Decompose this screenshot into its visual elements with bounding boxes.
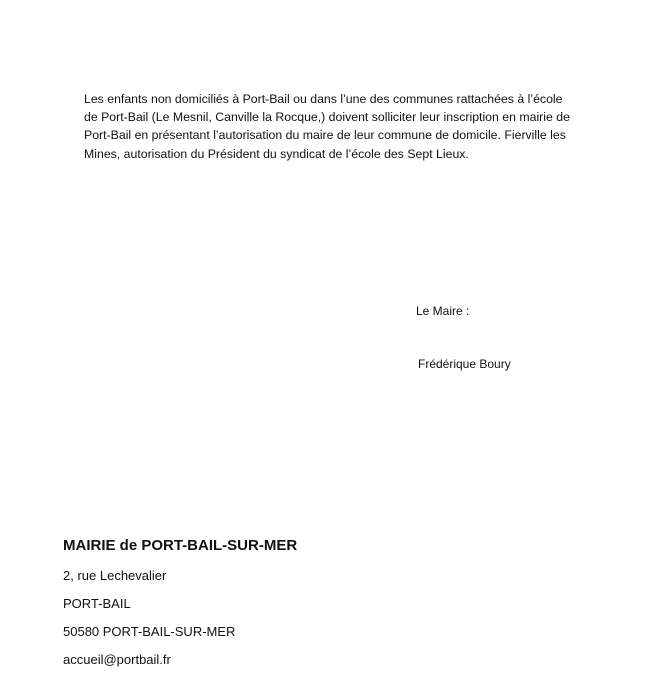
footer-email: accueil@portbail.fr xyxy=(63,652,171,667)
footer-address-postcode: 50580 PORT-BAIL-SUR-MER xyxy=(63,624,236,639)
footer-contact-block xyxy=(63,536,297,680)
notice-paragraph: Les enfants non domiciliés à Port-Bail ou dans l’une des communes rattachées à l’école de Port-Bail (Le Mesnil, Canville la Rocque,) doivent solliciter leur inscription en mairie de Port-Bail en présentant l’autorisation du maire de leur commune de domicile. Fierville les Mines, autorisation du Président du syndicat de l’école des Sept Lieux. xyxy=(84,92,570,161)
footer-title: MAIRIE de PORT-BAIL-SUR-MER xyxy=(63,537,298,554)
footer-address-street: 2, rue Lechevalier xyxy=(63,568,167,583)
signature-title: Le Maire : xyxy=(416,304,470,318)
footer-address-town: PORT-BAIL xyxy=(63,596,131,611)
signature-name: Frédérique Boury xyxy=(418,357,511,371)
